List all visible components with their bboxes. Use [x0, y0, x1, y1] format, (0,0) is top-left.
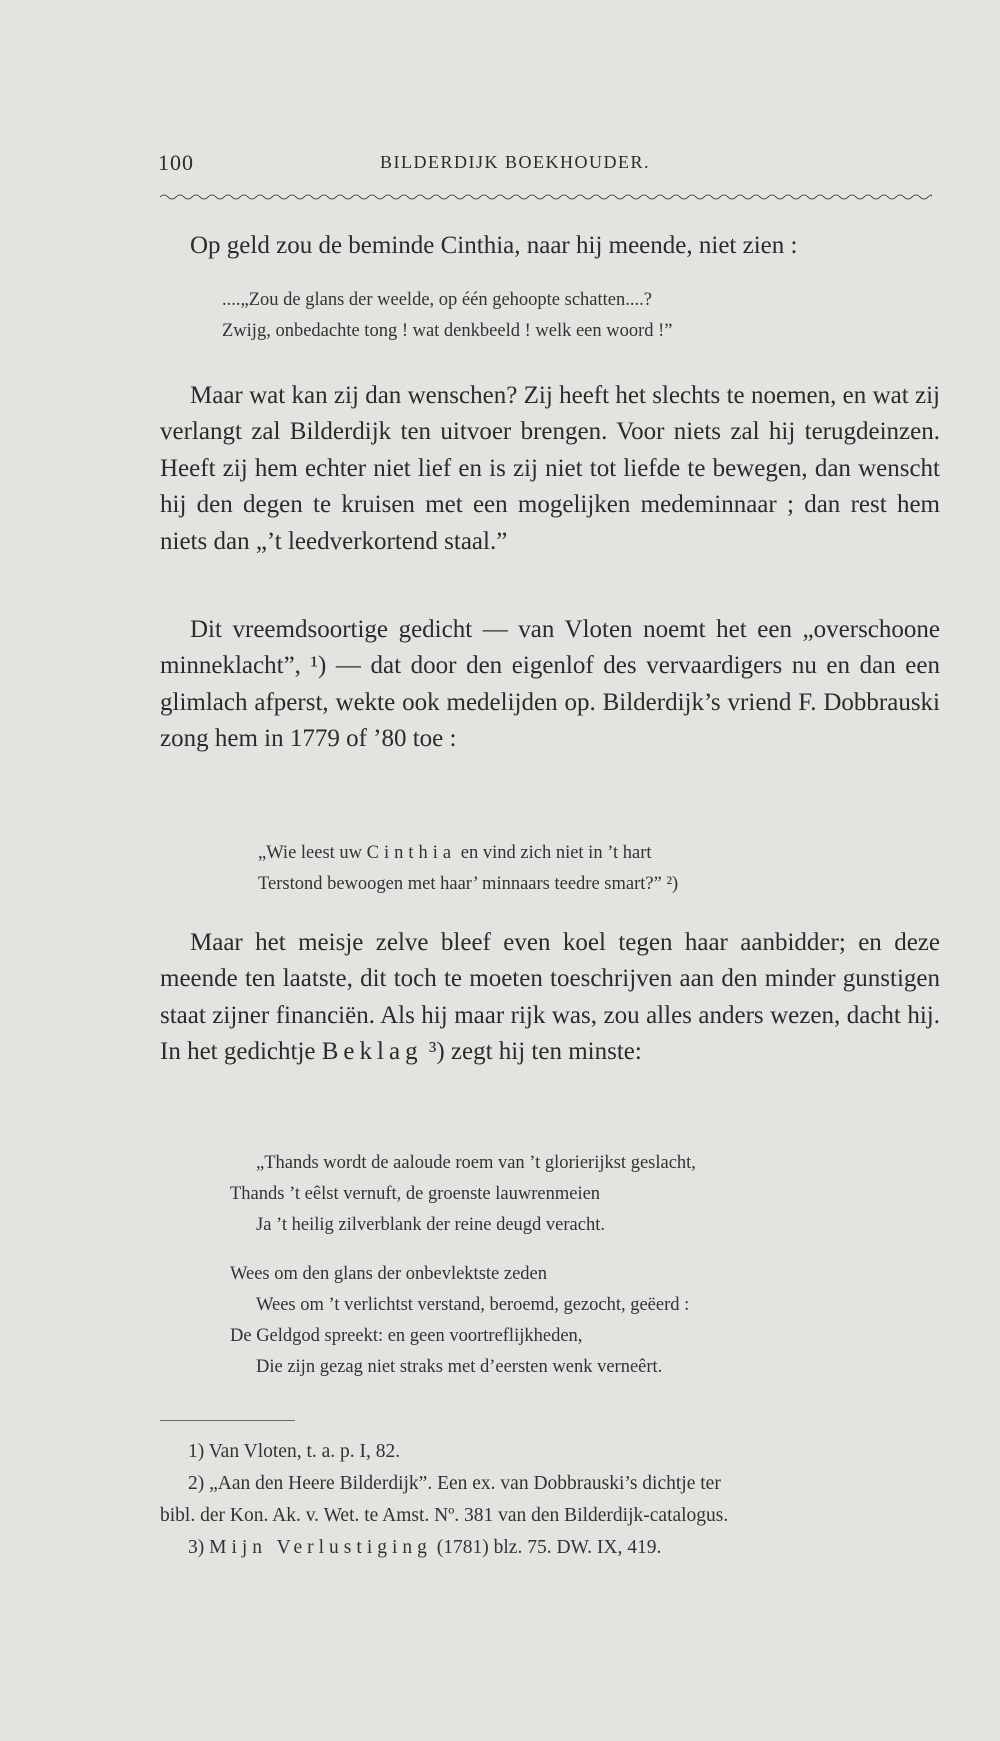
- footnote-2-line-2: bibl. der Kon. Ak. v. Wet. te Amst. Nº. 381 van den Bilderdijk-catalogus.: [160, 1505, 729, 1526]
- footnote-2-line-1: 2) „Aan den Heere Bilderdijk”. Een ex. van Dobbrauski’s dichtje ter: [188, 1473, 721, 1494]
- verse-2-line-1-end: en vind zich niet in ’t hart: [460, 843, 652, 863]
- paragraph-4-end: ³) zegt hij ten minste:: [428, 1038, 642, 1066]
- footnotes: [160, 1436, 940, 1564]
- verse-2: [258, 838, 678, 900]
- paragraph-4-text: [160, 925, 940, 1071]
- verse-3-line-7: Die zijn gezag niet straks met d’eersten wenk verneêrt.: [256, 1357, 663, 1377]
- verse-3-line-6: De Geldgod spreekt: en geen voortreflijkheden,: [230, 1326, 583, 1346]
- verse-3-line-4: Wees om den glans der onbevlektste zeden: [230, 1264, 548, 1284]
- paragraph-2: [160, 378, 940, 560]
- paragraph-3-text: Dit vreemdsoortige gedicht — van Vloten noemt het een „overschoone minneklacht”, ¹) — dat door den eigenlof des vervaardigers nu en dan een glimlach afperst, wekte ook medelijden op. Bilderdijk’s vriend F. Dobbrauski zong hem in 1779 of ’80 toe :: [160, 616, 940, 753]
- paragraph-4-title: Beklag: [321, 1038, 423, 1066]
- verse-1: [222, 285, 673, 347]
- verse-2-line-2: Terstond bewoogen met haar’ minnaars teedre smart?” ²): [258, 874, 679, 894]
- verse-2-cinthia: Cinthia: [366, 843, 457, 863]
- verse-3-line-3: Ja ’t heilig zilverblank der reine deugd veracht.: [256, 1215, 605, 1235]
- paragraph-4-start: Maar het meisje zelve bleef even koel tegen haar aanbidder; en deze meende ten laatste, dit toch te moeten toeschrijven aan den minder gunstigen staat zijner financiën. Als hij maar rijk was, zou alles anders wezen, dacht hij. In het gedichtje: [160, 929, 940, 1066]
- paragraph-3: [160, 612, 940, 758]
- verse-2-line-1: [258, 838, 678, 869]
- footnote-3: [160, 1532, 940, 1564]
- footnote-3-number: 3): [188, 1537, 205, 1558]
- running-title: BILDERDIJK BOEKHOUDER.: [380, 152, 650, 172]
- verse-3: [230, 1148, 696, 1383]
- verse-1-line-2: Zwijg, onbedachte tong ! wat denkbeeld ! welk een woord !”: [222, 321, 673, 341]
- paragraph-1: [160, 228, 940, 264]
- paragraph-1-text: Op geld zou de beminde Cinthia, naar hij meende, niet zien :: [190, 232, 798, 259]
- verse-1-line-1: ....„Zou de glans der weelde, op één gehoopte schatten....?: [222, 290, 652, 310]
- footnote-3-title: Mijn Verlustiging: [209, 1537, 432, 1558]
- paragraph-4: [160, 925, 940, 1071]
- header-wavy-rule: [160, 193, 932, 201]
- footnote-divider: [160, 1420, 295, 1421]
- footnote-1: 1) Van Vloten, t. a. p. I, 82.: [188, 1441, 401, 1462]
- page-number: 100: [158, 150, 194, 175]
- verse-2-line-1-start: „Wie leest uw: [258, 843, 363, 863]
- paragraph-2-text: Maar wat kan zij dan wenschen? Zij heeft het slechts te noemen, en wat zij verlangt zal Bilderdijk ten uitvoer brengen. Voor niets zal hij terugdeinzen. Heeft zij hem echter niet lief en is zij niet tot liefde te bewegen, dan wenscht hij den degen te kruisen met een mogelijken medeminnaar ; dan rest hem niets dan „’t leedverkortend staal.”: [160, 382, 940, 555]
- verse-3-line-5: Wees om ’t verlichtst verstand, beroemd, gezocht, geëerd :: [256, 1295, 690, 1315]
- footnote-3-rest: (1781) blz. 75. DW. IX, 419.: [436, 1537, 662, 1558]
- verse-3-line-2: Thands ’t eêlst vernuft, de groenste lauwrenmeien: [230, 1184, 601, 1204]
- verse-3-line-1: „Thands wordt de aaloude roem van ’t glorierijkst geslacht,: [256, 1153, 696, 1173]
- page-header: [158, 150, 936, 180]
